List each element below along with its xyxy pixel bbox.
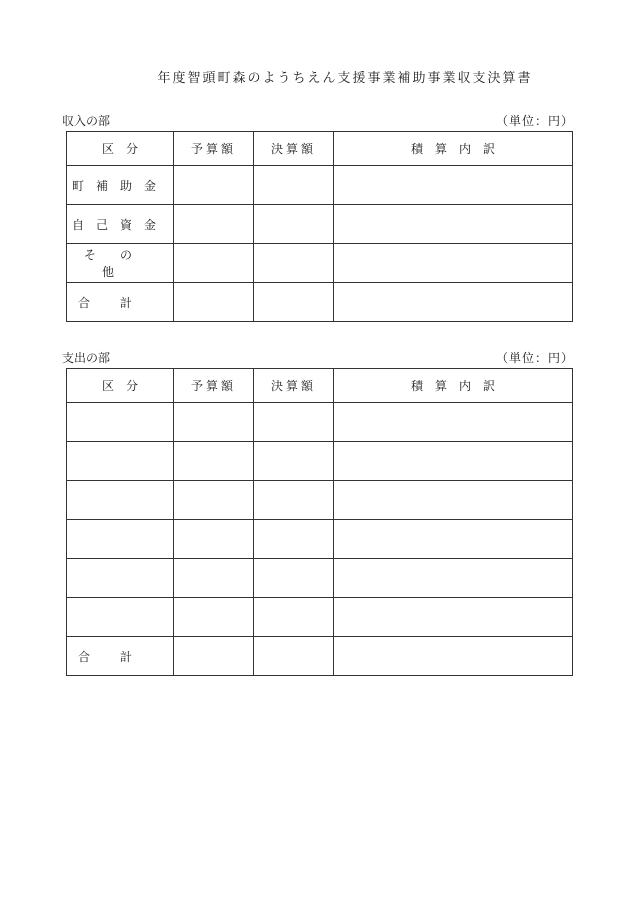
breakdown-cell[interactable] [334, 205, 573, 244]
settlement-cell[interactable] [254, 205, 334, 244]
breakdown-cell[interactable] [334, 244, 573, 283]
expense-table [66, 368, 573, 676]
income-section-label: 収入の部 [62, 114, 111, 128]
settlement-cell[interactable] [254, 520, 334, 559]
income-section-header [62, 112, 574, 128]
breakdown-cell[interactable] [334, 637, 573, 676]
expense-section-header [62, 349, 574, 365]
budget-cell[interactable] [174, 598, 254, 637]
header-settlement: 決算額 [254, 369, 334, 403]
expense-unit-label: （単位：円） [495, 351, 574, 365]
header-budget: 予算額 [174, 132, 254, 166]
breakdown-cell[interactable] [334, 283, 573, 322]
row-label-town-subsidy: 町補助金 [67, 166, 174, 205]
category-cell[interactable] [67, 403, 174, 442]
settlement-cell[interactable] [254, 481, 334, 520]
document-title: 年度智頭町森のようちえん支援事業補助事業収支決算書 [157, 71, 533, 86]
header-category: 区 分 [67, 132, 174, 166]
budget-cell[interactable] [174, 559, 254, 598]
table-row [67, 166, 573, 205]
row-label-total: 合計 [67, 637, 174, 676]
category-cell[interactable] [67, 442, 174, 481]
budget-cell[interactable] [174, 637, 254, 676]
table-row [67, 481, 573, 520]
table-row [67, 244, 573, 283]
table-row [67, 637, 573, 676]
category-cell[interactable] [67, 598, 174, 637]
income-header-row [67, 132, 573, 166]
table-row [67, 442, 573, 481]
settlement-cell[interactable] [254, 403, 334, 442]
budget-cell[interactable] [174, 244, 254, 283]
expense-section-label: 支出の部 [62, 351, 111, 365]
header-settlement: 決算額 [254, 132, 334, 166]
category-cell[interactable] [67, 520, 174, 559]
settlement-cell[interactable] [254, 283, 334, 322]
header-breakdown: 積 算 内 訳 [334, 369, 573, 403]
budget-cell[interactable] [174, 283, 254, 322]
table-row [67, 205, 573, 244]
breakdown-cell[interactable] [334, 559, 573, 598]
table-row [67, 283, 573, 322]
row-label-other: その他 [67, 244, 174, 283]
table-row [67, 598, 573, 637]
table-row [67, 520, 573, 559]
settlement-cell[interactable] [254, 637, 334, 676]
breakdown-cell[interactable] [334, 166, 573, 205]
income-unit-label: （単位：円） [495, 114, 574, 128]
settlement-cell[interactable] [254, 559, 334, 598]
settlement-cell[interactable] [254, 598, 334, 637]
budget-cell[interactable] [174, 205, 254, 244]
budget-cell[interactable] [174, 442, 254, 481]
breakdown-cell[interactable] [334, 481, 573, 520]
settlement-cell[interactable] [254, 442, 334, 481]
budget-cell[interactable] [174, 403, 254, 442]
breakdown-cell[interactable] [334, 442, 573, 481]
income-table [66, 131, 573, 322]
table-row [67, 403, 573, 442]
row-label-own-funds: 自己資金 [67, 205, 174, 244]
breakdown-cell[interactable] [334, 520, 573, 559]
budget-cell[interactable] [174, 481, 254, 520]
expense-header-row [67, 369, 573, 403]
breakdown-cell[interactable] [334, 598, 573, 637]
header-budget: 予算額 [174, 369, 254, 403]
budget-cell[interactable] [174, 520, 254, 559]
row-label-total: 合計 [67, 283, 174, 322]
header-category: 区 分 [67, 369, 174, 403]
header-breakdown: 積 算 内 訳 [334, 132, 573, 166]
breakdown-cell[interactable] [334, 403, 573, 442]
table-row [67, 559, 573, 598]
settlement-cell[interactable] [254, 244, 334, 283]
settlement-cell[interactable] [254, 166, 334, 205]
category-cell[interactable] [67, 481, 174, 520]
budget-cell[interactable] [174, 166, 254, 205]
category-cell[interactable] [67, 559, 174, 598]
